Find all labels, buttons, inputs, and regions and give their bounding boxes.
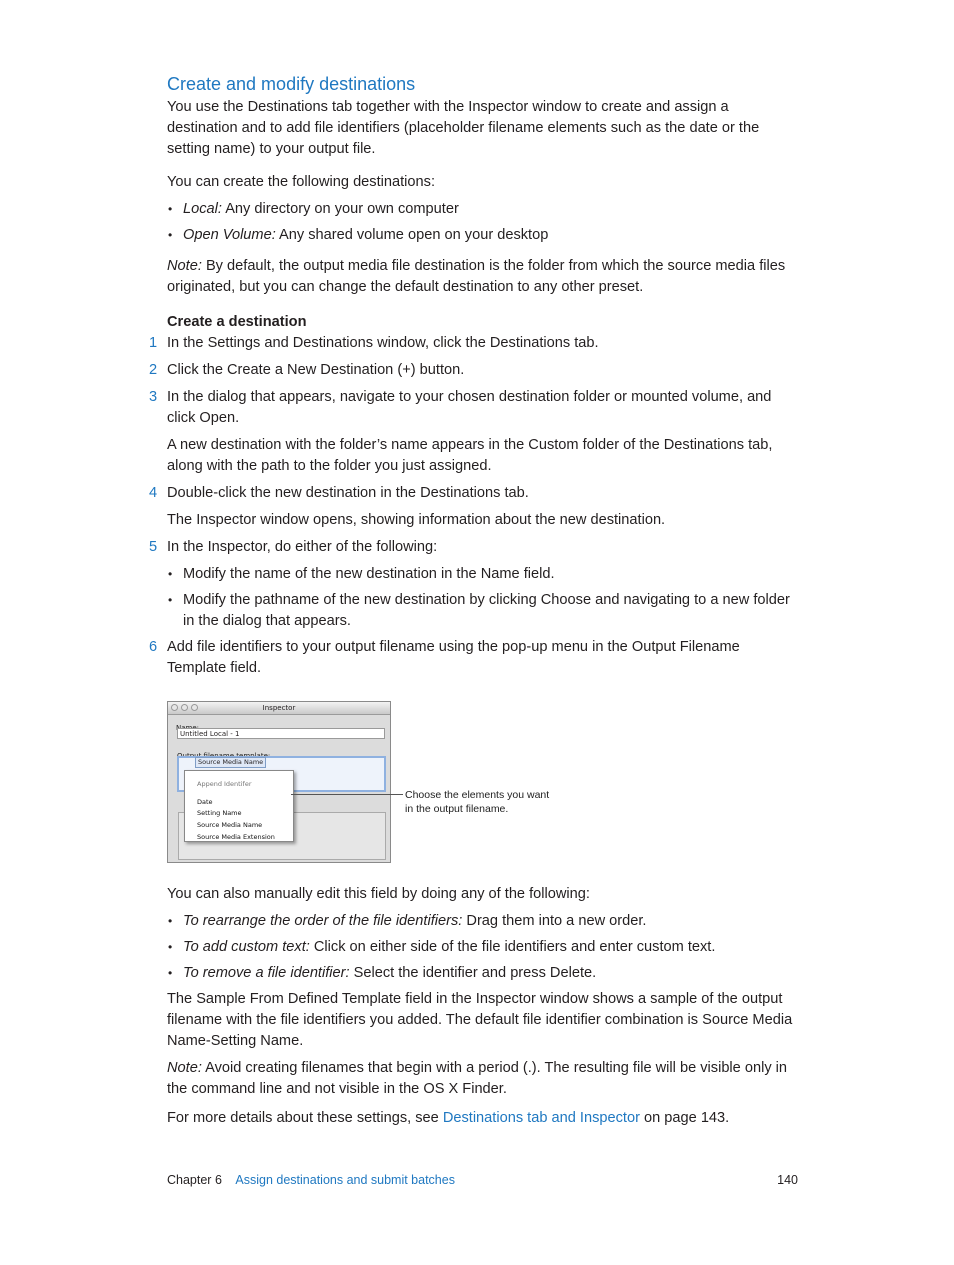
- footer-chapter: Chapter 6: [167, 1173, 222, 1187]
- bullet-modify-name: • Modify the name of the new destination in the Name field.: [167, 564, 797, 585]
- bullet-local: • Local: Any directory on your own computer: [167, 199, 797, 220]
- manual-edit-paragraph: You can also manually edit this field by doing any of the following:: [167, 886, 590, 902]
- footer-chapter-title-link[interactable]: Assign destinations and submit batches: [235, 1173, 455, 1187]
- inspector-title: Inspector: [262, 704, 296, 712]
- step-6: 6 Add file identifiers to your output filename using the pop-up menu in the Output Filename Template field.: [149, 639, 740, 676]
- callout-line: [291, 794, 403, 795]
- can-create-paragraph: You can create the following destinations:: [167, 174, 436, 190]
- step-4-result: The Inspector window opens, showing information about the new destination.: [167, 512, 666, 528]
- bullet-modify-pathname: • Modify the pathname of the new destination by clicking Choose and navigating to a new folder in the dialog that appears.: [167, 590, 797, 632]
- menu-item-source-media-extension[interactable]: Source Media Extension: [197, 833, 275, 841]
- page-content: [149, 72, 797, 1129]
- zoom-window-icon[interactable]: [191, 704, 198, 711]
- step-3: 3 In the dialog that appears, navigate to your chosen destination folder or mounted volume, and click Open.: [149, 389, 772, 426]
- bullet-add-custom-text: • To add custom text: Click on either side of the file identifiers and enter custom text.: [167, 937, 797, 958]
- more-details-paragraph: For more details about these settings, see Destinations tab and Inspector on page 143.: [167, 1110, 730, 1126]
- page-number: 140: [777, 1173, 798, 1187]
- menu-item-append-identifier: Append Identifer: [197, 780, 252, 788]
- step-3-result: A new destination with the folder’s name appears in the Custom folder of the Destinations tab, along with the path to the folder you just assigned.: [167, 437, 773, 474]
- source-media-name-token[interactable]: Source Media Name: [195, 757, 266, 768]
- callout-text: Choose the elements you want in the output filename.: [405, 789, 550, 815]
- name-field[interactable]: Untitled Local - 1: [177, 728, 385, 739]
- inspector-window: [167, 701, 391, 863]
- note-default-destination: Note: By default, the output media file destination is the folder from which the source media files originated, but you can change the default destination to any other preset.: [167, 258, 786, 295]
- menu-item-setting-name[interactable]: Setting Name: [197, 809, 242, 817]
- minimize-window-icon[interactable]: [181, 704, 188, 711]
- bullet-remove-identifier: • To remove a file identifier: Select the identifier and press Delete.: [167, 963, 797, 984]
- note-period: Note: Avoid creating filenames that begin with a period (.). The resulting file will be visible only in the command line and not visible in the OS X Finder.: [167, 1060, 788, 1097]
- bullet-rearrange: • To rearrange the order of the file identifiers: Drag them into a new order.: [167, 911, 797, 932]
- bullet-open-volume: • Open Volume: Any shared volume open on your desktop: [167, 225, 797, 246]
- inspector-figure: [167, 693, 797, 871]
- step-5: 5 In the Inspector, do either of the following:: [149, 539, 438, 555]
- step-2: 2 Click the Create a New Destination (+) button.: [149, 362, 465, 378]
- section-heading: Create and modify destinations: [167, 74, 416, 94]
- subheading-create-destination: Create a destination: [167, 314, 307, 330]
- menu-item-date[interactable]: Date: [197, 798, 213, 806]
- step-1: 1 In the Settings and Destinations window, click the Destinations tab.: [149, 335, 599, 351]
- menu-item-source-media-name[interactable]: Source Media Name: [197, 821, 263, 829]
- close-window-icon[interactable]: [171, 704, 178, 711]
- intro-paragraph: You use the Destinations tab together with the Inspector window to create and assign a destination and to add file identifiers (placeholder filename elements such as the date or the setting name) to your output file.: [167, 99, 760, 157]
- inspector-title-bar: [168, 702, 390, 715]
- sample-paragraph: The Sample From Defined Template field in the Inspector window shows a sample of the output filename with the file identifiers you added. The default file identifier combination is Source Media Name-Setting Name.: [167, 991, 793, 1049]
- step-4: 4 Double-click the new destination in the Destinations tab.: [149, 485, 529, 501]
- identifier-popup-menu: [184, 770, 294, 842]
- page-footer: [167, 1173, 798, 1187]
- destinations-tab-link[interactable]: Destinations tab and Inspector: [442, 1110, 640, 1126]
